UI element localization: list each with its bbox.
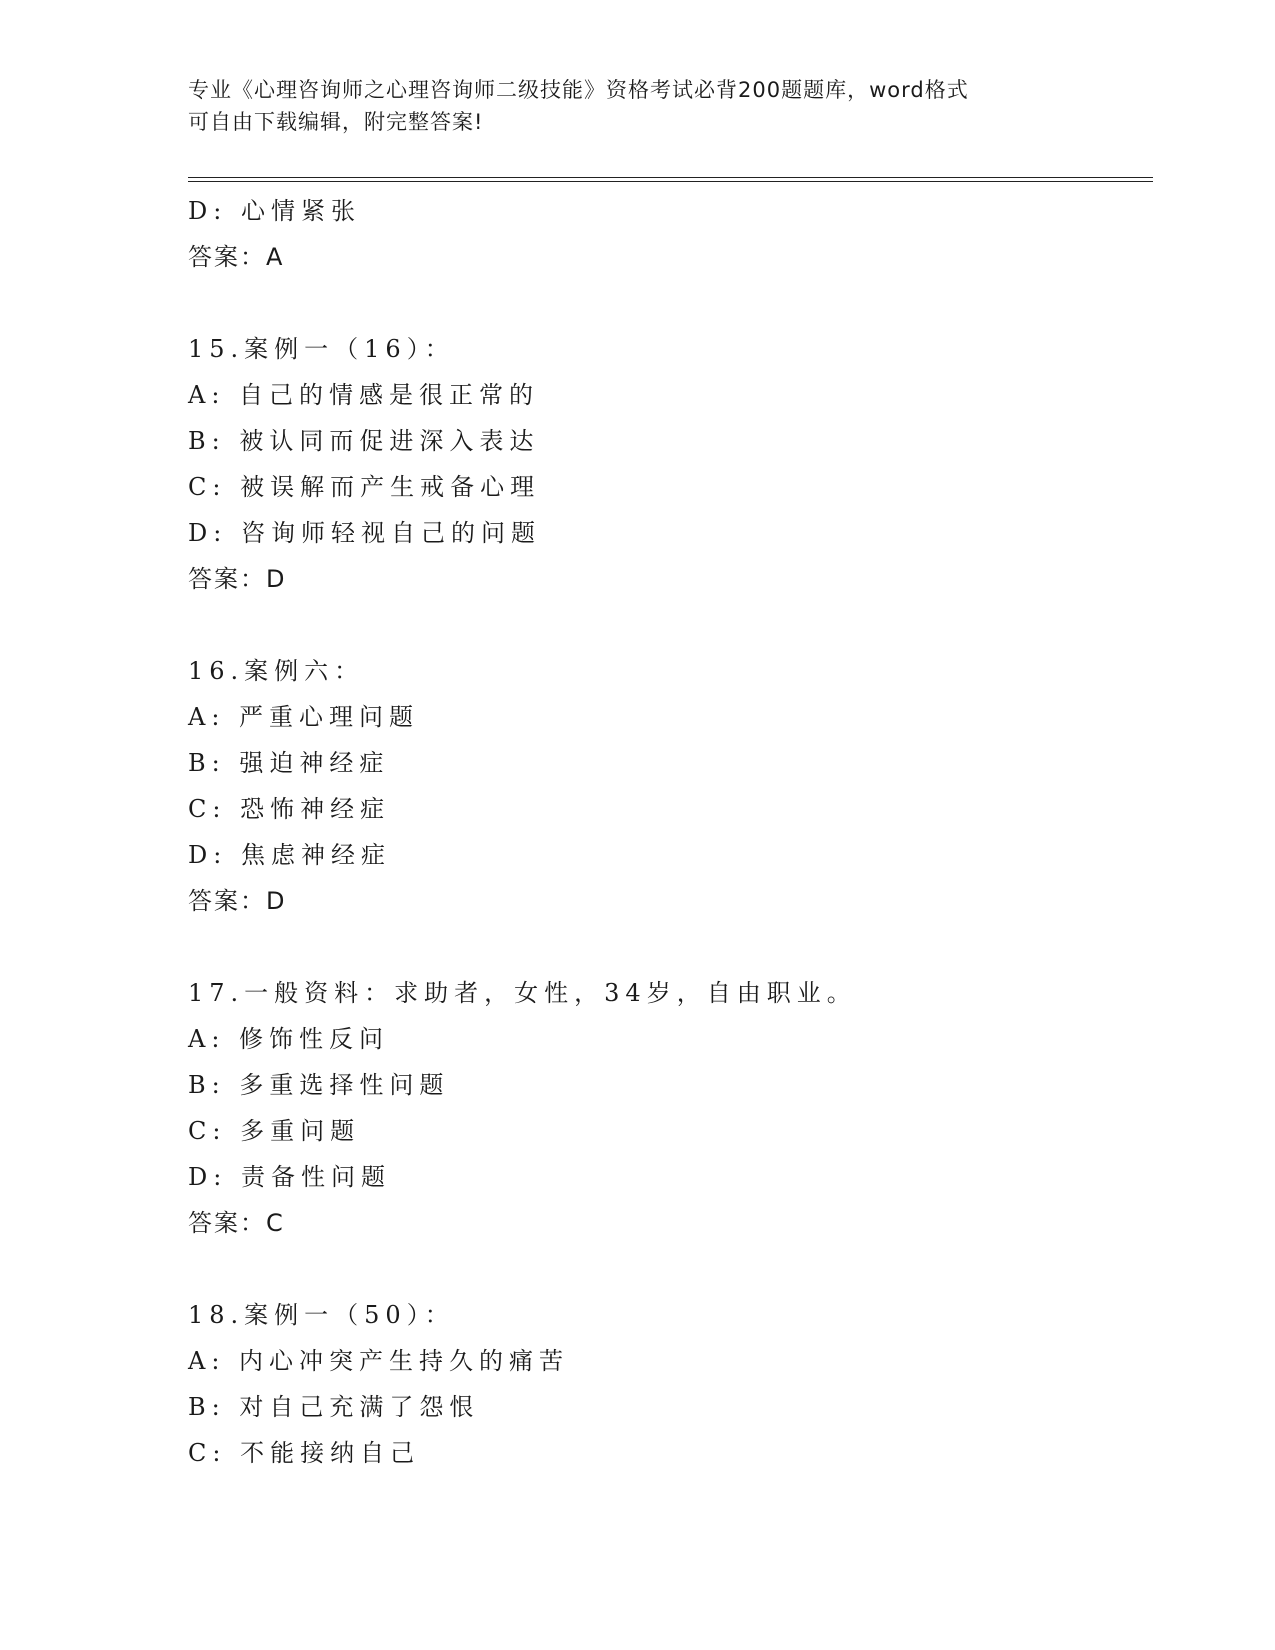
spacer [188, 1246, 1148, 1292]
answer-key: 答案：C [188, 1209, 285, 1237]
question-stem: 16.案例六： [188, 657, 365, 685]
answer-option: D: 责备性问题 [188, 1163, 391, 1191]
answer-option: A: 自己的情感是很正常的 [188, 381, 540, 409]
answer-option: A: 内心冲突产生持久的痛苦 [188, 1347, 570, 1375]
answer-option: A: 严重心理问题 [188, 703, 420, 731]
answer-option: D: 咨询师轻视自己的问题 [188, 519, 541, 547]
answer-key: 答案：A [188, 243, 285, 271]
answer-option: B: 强迫神经症 [188, 749, 390, 777]
answer-option: C: 被误解而产生戒备心理 [188, 473, 541, 501]
question-stem: 17.一般资料：求助者，女性，34岁，自由职业。 [188, 979, 857, 1007]
header-line-1: 专业《心理咨询师之心理咨询师二级技能》资格考试必背200题题库，word格式 [188, 78, 969, 102]
header-rule-top [188, 177, 1153, 178]
answer-option: C: 恐怖神经症 [188, 795, 391, 823]
answer-option: C: 不能接纳自己 [188, 1439, 421, 1467]
header-rule-bottom [188, 181, 1153, 182]
answer-option: D: 心情紧张 [188, 197, 361, 225]
spacer [188, 602, 1148, 648]
answer-option: B: 多重选择性问题 [188, 1071, 450, 1099]
answer-key: 答案：D [188, 565, 287, 593]
answer-option: C: 多重问题 [188, 1117, 361, 1145]
answer-key: 答案：D [188, 887, 287, 915]
spacer [188, 924, 1148, 970]
question-stem: 15.案例一（16）： [188, 335, 455, 363]
spacer [188, 280, 1148, 326]
question-stem: 18.案例一（50）： [188, 1301, 455, 1329]
answer-option: A: 修饰性反问 [188, 1025, 390, 1053]
document-header [188, 74, 1088, 138]
answer-option: B: 被认同而促进深入表达 [188, 427, 540, 455]
answer-option: B: 对自己充满了怨恨 [188, 1393, 480, 1421]
answer-option: D: 焦虑神经症 [188, 841, 391, 869]
header-line-2: 可自由下载编辑，附完整答案! [188, 110, 484, 134]
question-list [188, 188, 1148, 1476]
